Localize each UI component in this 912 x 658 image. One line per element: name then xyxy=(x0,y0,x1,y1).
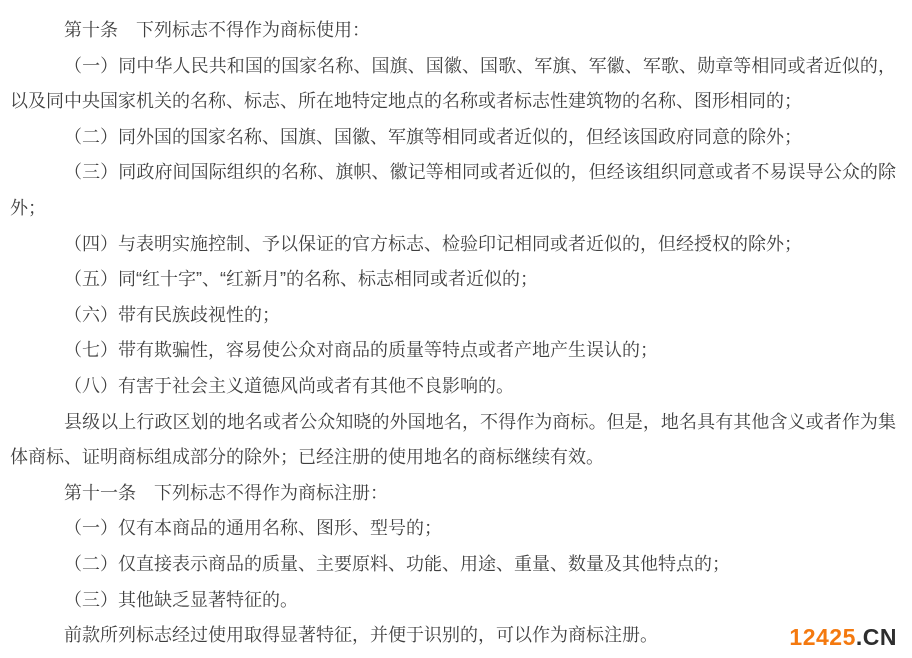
article-10-heading: 第十条 下列标志不得作为商标使用： xyxy=(64,20,370,40)
article-10-item-8: （八）有害于社会主义道德风尚或者有其他不良影响的。 xyxy=(64,375,514,396)
logo-number: 12425 xyxy=(789,624,856,650)
article-10-item-5: （五）同“红十字”、“红新月”的名称、标志相同或者近似的； xyxy=(64,269,538,290)
article-11-item-1: （一）仅有本商品的通用名称、图形、型号的； xyxy=(64,518,442,539)
article-10-item-6: （六）带有民族歧视性的； xyxy=(64,304,280,325)
article-10-item-2: （二）同外国的国家名称、国旗、国徽、军旗等相同或者近似的，但经该国政府同意的除外； xyxy=(64,126,802,147)
article-10-item-4: （四）与表明实施控制、予以保证的官方标志、检验印记相同或者近似的，但经授权的除外； xyxy=(64,233,802,254)
logo-suffix: .CN xyxy=(855,624,897,650)
article-11-heading: 第十一条 下列标志不得作为商标注册： xyxy=(64,482,388,503)
article-11-item-3: （三）其他缺乏显著特征的。 xyxy=(64,589,298,610)
article-10-item-7: （七）带有欺骗性，容易使公众对商品的质量等特点或者产地产生误认的； xyxy=(64,340,658,361)
article-10-geo-names: 县级以上行政区划的地名或者公众知晓的外国地名，不得作为商标。但是，地名具有其他含义或者作为集体商标、证明商标组成部分的除外；已经注册的使用地名的商标继续有效。 xyxy=(10,411,896,468)
article-11-distinctiveness: 前款所列标志经过使用取得显著特征，并便于识别的，可以作为商标注册。 xyxy=(64,625,658,646)
site-logo-watermark xyxy=(789,626,897,649)
article-10-item-1: （一）同中华人民共和国的国家名称、国旗、国徽、国歌、军旗、军徽、军歌、勋章等相同或者近似的，以及同中央国家机关的名称、标志、所在地特定地点的名称或者标志性建筑物的名称、图形相同的； xyxy=(10,55,896,112)
article-10-item-3: （三）同政府间国际组织的名称、旗帜、徽记等相同或者近似的，但经该组织同意或者不易误导公众的除外； xyxy=(10,162,896,218)
article-11-item-2: （二）仅直接表示商品的质量、主要原料、功能、用途、重量、数量及其他特点的； xyxy=(64,553,730,574)
